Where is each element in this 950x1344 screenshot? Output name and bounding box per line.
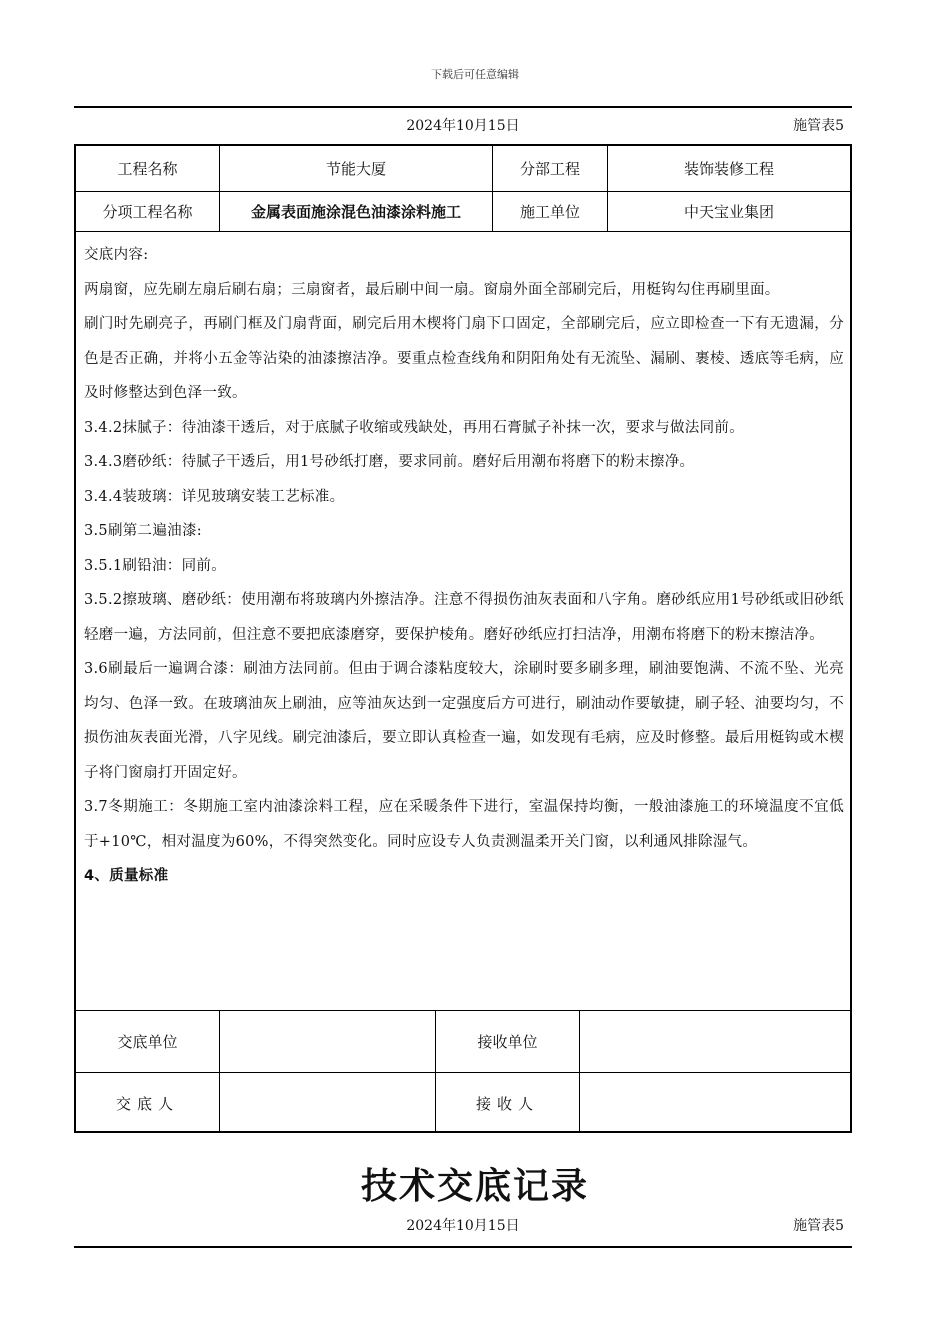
form-number: 施管表5 xyxy=(793,118,844,134)
project-name-label: 工程名称 xyxy=(76,146,220,191)
paragraph: 3.6刷最后一遍调合漆：刷油方法同前。但由于调合漆粘度较大，涂刷时要多刷多理，刷油要饱满、不流不坠、光亮均匀、色泽一致。在玻璃油灰上刷油，应等油灰达到一定强度后方可进行，刷油动作要敏捷，刷子轻、油要均匀，不损伤油灰表面光滑，八字见线。刷完油漆后，要立即认真检查一遍，如发现有毛病，应及时修整。最后用梃钩或木楔子将门窗扇打开固定好。 xyxy=(84,661,844,781)
receive-person-label: 接收人 xyxy=(436,1073,580,1133)
next-form-number: 施管表5 xyxy=(793,1218,844,1234)
disclosure-content xyxy=(84,238,844,894)
content-heading: 交底内容: xyxy=(84,247,149,263)
division-value: 装饰装修工程 xyxy=(683,160,774,178)
paragraph: 3.4.3磨砂纸：待腻子干透后，用1号砂纸打磨，要求同前。磨好后用潮布将磨下的粉末擦净。 xyxy=(84,454,695,470)
document-title: 技术交底记录 xyxy=(360,1166,589,1207)
division-label: 分部工程 xyxy=(493,146,608,191)
contractor-label: 施工单位 xyxy=(493,192,608,231)
download-note: 下载后可任意编辑 xyxy=(431,68,519,81)
disclosure-table xyxy=(74,144,852,1133)
paragraph: 3.5.1刷铅油：同前。 xyxy=(84,557,226,574)
paragraph: 两扇窗，应先刷左扇后刷右扇；三扇窗者，最后刷中间一扇。窗扇外面全部刷完后，用梃钩勾住再刷里面。 xyxy=(84,281,780,298)
deliver-unit-label: 交底单位 xyxy=(76,1011,220,1072)
paragraph: 3.4.2抹腻子：待油漆干透后，对于底腻子收缩或残缺处，再用石膏腻子补抹一次，要求与做法同前。 xyxy=(84,419,744,436)
next-header-line xyxy=(74,1216,852,1236)
subitem-value: 金属表面施涂混色油漆涂料施工 xyxy=(220,192,493,231)
deliver-person-label: 交底人 xyxy=(76,1073,220,1133)
paragraph: 3.5.2擦玻璃、磨砂纸：使用潮布将玻璃内外擦洁净。注意不得损伤油灰表面和八字角。磨砂纸应用1号砂纸或旧砂纸轻磨一遍，方法同前，但注意不要把底漆磨穿，要保护棱角。磨好砂纸应打扫洁净，用潮布将磨下的粉末擦洁净。 xyxy=(84,592,844,643)
bottom-rule xyxy=(74,1246,852,1248)
next-record-date: 2024年10月15日 xyxy=(406,1218,520,1234)
project-name-value: 节能大厦 xyxy=(220,146,493,191)
paragraph: 3.4.4装玻璃：详见玻璃安装工艺标准。 xyxy=(84,488,345,505)
receive-unit-label: 接收单位 xyxy=(436,1011,580,1072)
top-rule xyxy=(74,106,852,108)
quality-standard-title: 4、质量标准 xyxy=(84,868,169,884)
deliver-person-value[interactable] xyxy=(220,1073,436,1133)
signature-row-persons xyxy=(76,1072,850,1133)
receive-unit-value[interactable] xyxy=(580,1011,850,1072)
signature-table xyxy=(76,1010,850,1132)
signature-row-units xyxy=(76,1011,850,1072)
header-line xyxy=(74,116,852,136)
paragraph: 刷门时先刷亮子，再刷门框及门扇背面，刷完后用木楔将门扇下口固定，全部刷完后，应立即检查一下有无遗漏，分色是否正确，并将小五金等沾染的油漆擦洁净。要重点检查线角和阴阳角处有无流坠、漏刷、裹棱、透底等毛病，应及时修整达到色泽一致。 xyxy=(84,316,844,401)
info-row-1 xyxy=(76,146,850,192)
paragraph: 3.5刷第二遍油漆: xyxy=(84,523,202,539)
receive-person-value[interactable] xyxy=(580,1073,850,1133)
info-row-2 xyxy=(76,192,850,232)
deliver-unit-value[interactable] xyxy=(220,1011,436,1072)
subitem-label: 分项工程名称 xyxy=(76,192,220,231)
paragraph: 3.7冬期施工：冬期施工室内油漆涂料工程，应在采暖条件下进行，室温保持均衡，一般油漆施工的环境温度不宜低于+10℃，相对温度为60%，不得突然变化。同时应设专人负责测温柔开关门窗，以利通风排除湿气。 xyxy=(84,799,844,850)
record-date: 2024年10月15日 xyxy=(406,118,520,134)
contractor-value: 中天宝业集团 xyxy=(683,203,774,221)
